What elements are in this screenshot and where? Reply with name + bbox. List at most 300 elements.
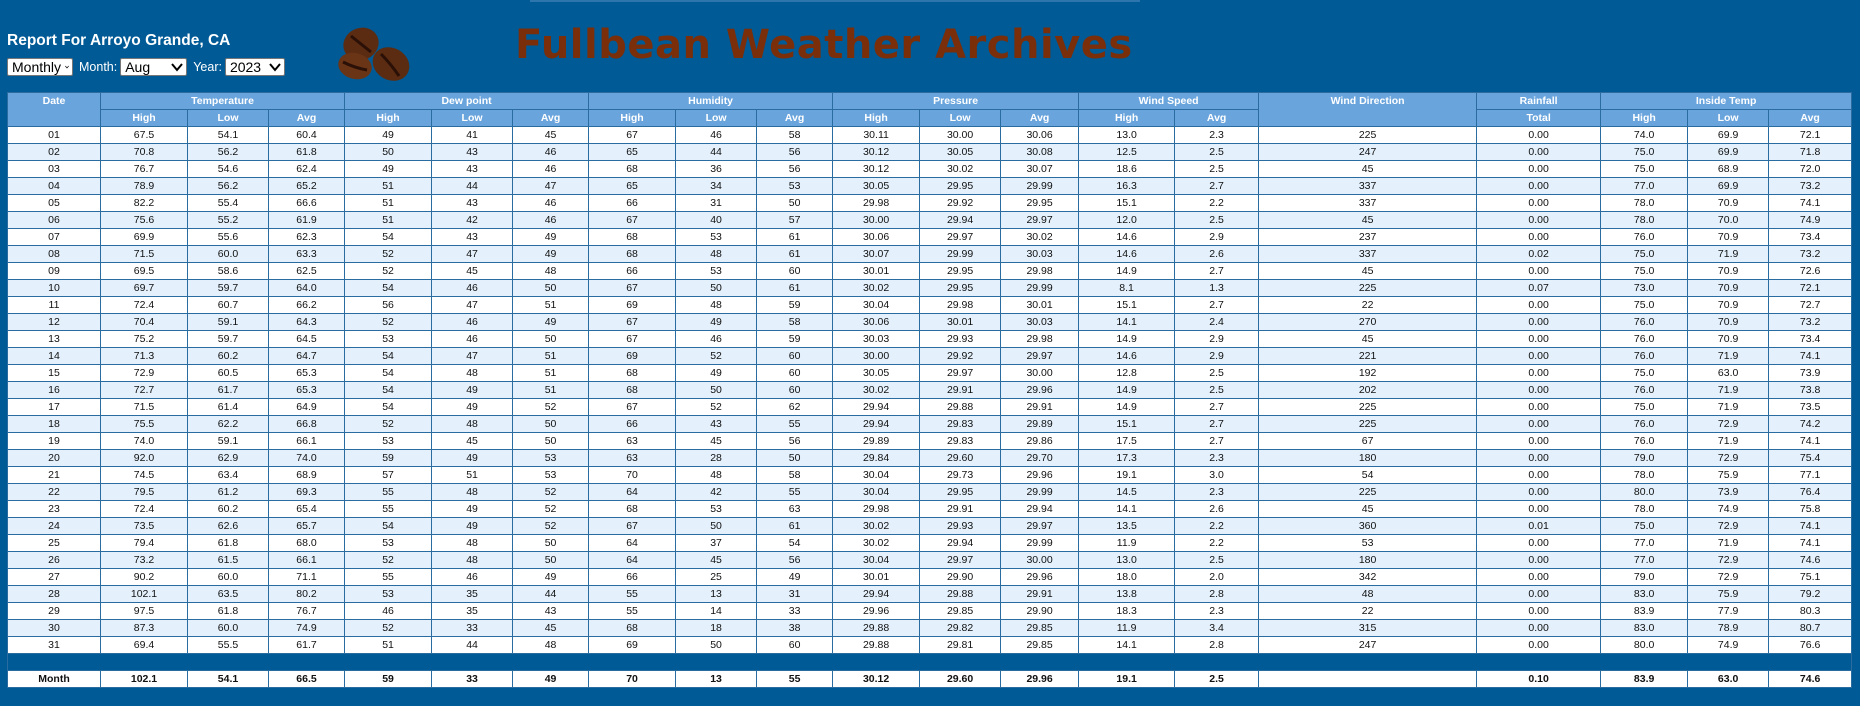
table-cell: 80.2: [269, 586, 345, 603]
table-cell: 49: [345, 127, 432, 144]
date-cell: 19: [8, 433, 101, 450]
table-cell: 0.00: [1477, 467, 1601, 484]
table-cell: 61.8: [269, 144, 345, 161]
table-cell: 64: [589, 484, 676, 501]
table-cell: 2.9: [1175, 229, 1259, 246]
table-cell: 22: [1259, 603, 1477, 620]
table-cell: 59.1: [188, 433, 269, 450]
table-cell: 29.99: [1001, 484, 1079, 501]
table-cell: 47: [432, 348, 513, 365]
table-cell: 70.9: [1688, 280, 1769, 297]
table-cell: 30.02: [833, 535, 920, 552]
table-cell: 2.2: [1175, 518, 1259, 535]
table-cell: 48: [432, 552, 513, 569]
table-cell: 29.98: [833, 195, 920, 212]
table-cell: 49: [513, 246, 589, 263]
table-cell: 69.4: [101, 637, 188, 654]
table-cell: 54.1: [188, 127, 269, 144]
table-cell: 92.0: [101, 450, 188, 467]
table-cell: 77.9: [1688, 603, 1769, 620]
table-cell: 29.95: [920, 280, 1001, 297]
table-cell: 30.03: [1001, 246, 1079, 263]
table-cell: 83.0: [1601, 620, 1688, 637]
table-cell: 56: [757, 552, 833, 569]
table-row: [8, 501, 1852, 518]
table-cell: 42: [676, 484, 757, 501]
table-cell: 19.1: [1079, 671, 1175, 688]
table-cell: 29.97: [920, 229, 1001, 246]
period-select[interactable]: [7, 58, 73, 76]
table-cell: 78.0: [1601, 467, 1688, 484]
table-cell: 75.0: [1601, 246, 1688, 263]
table-cell: 29.88: [833, 620, 920, 637]
table-row: [8, 569, 1852, 586]
table-row: [8, 416, 1852, 433]
table-cell: 30.05: [833, 365, 920, 382]
table-cell: 29.90: [920, 569, 1001, 586]
table-cell: 64.7: [269, 348, 345, 365]
table-cell: 74.1: [1769, 348, 1852, 365]
table-cell: 102.1: [101, 671, 188, 688]
table-cell: 50: [513, 552, 589, 569]
col-group-humidity: Humidity: [589, 93, 833, 110]
table-cell: 65.7: [269, 518, 345, 535]
table-cell: 50: [345, 144, 432, 161]
table-cell: 45: [1259, 161, 1477, 178]
table-cell: 14.6: [1079, 246, 1175, 263]
table-cell: 29.88: [833, 637, 920, 654]
table-cell: 66: [589, 416, 676, 433]
table-cell: 50: [513, 433, 589, 450]
table-cell: 74.6: [1769, 552, 1852, 569]
table-cell: 0.00: [1477, 484, 1601, 501]
table-cell: 315: [1259, 620, 1477, 637]
table-cell: 55: [757, 484, 833, 501]
table-cell: 53: [345, 535, 432, 552]
table-cell: 29.91: [920, 382, 1001, 399]
table-cell: 49: [432, 450, 513, 467]
table-cell: 29.94: [1001, 501, 1079, 518]
table-row: [8, 314, 1852, 331]
table-cell: 73.9: [1769, 365, 1852, 382]
table-cell: 225: [1259, 280, 1477, 297]
table-cell: 31: [676, 195, 757, 212]
table-cell: 56: [345, 297, 432, 314]
table-cell: 180: [1259, 552, 1477, 569]
table-cell: 60.0: [188, 569, 269, 586]
table-cell: 11.9: [1079, 535, 1175, 552]
table-cell: 71.3: [101, 348, 188, 365]
table-row: [8, 144, 1852, 161]
table-cell: 43: [432, 229, 513, 246]
table-cell: 44: [676, 144, 757, 161]
table-cell: 52: [345, 246, 432, 263]
table-cell: 56.2: [188, 144, 269, 161]
table-cell: 337: [1259, 195, 1477, 212]
table-cell: 3.4: [1175, 620, 1259, 637]
table-cell: 2.5: [1175, 671, 1259, 688]
table-cell: 54: [345, 365, 432, 382]
table-cell: 29.92: [920, 195, 1001, 212]
table-cell: 75.5: [101, 416, 188, 433]
table-cell: 65: [589, 178, 676, 195]
table-cell: 63: [757, 501, 833, 518]
table-cell: 30.00: [1001, 365, 1079, 382]
table-cell: 54: [757, 535, 833, 552]
table-cell: 46: [676, 331, 757, 348]
table-cell: 53: [513, 467, 589, 484]
table-row: [8, 263, 1852, 280]
table-cell: 30.00: [833, 212, 920, 229]
table-cell: 13.0: [1079, 127, 1175, 144]
col-inside-avg: Avg: [1769, 110, 1852, 127]
table-cell: 69.9: [1688, 144, 1769, 161]
col-group-rainfall: Rainfall: [1477, 93, 1601, 110]
table-cell: 61: [757, 246, 833, 263]
table-cell: 47: [513, 178, 589, 195]
table-cell: 18.6: [1079, 161, 1175, 178]
date-cell: 27: [8, 569, 101, 586]
col-press-low: Low: [920, 110, 1001, 127]
table-cell: 70.0: [1688, 212, 1769, 229]
table-cell: 56: [757, 161, 833, 178]
table-cell: 74.5: [101, 467, 188, 484]
table-cell: 70: [589, 467, 676, 484]
table-cell: 0.00: [1477, 382, 1601, 399]
table-cell: 67: [589, 280, 676, 297]
table-cell: 0.00: [1477, 195, 1601, 212]
table-cell: 0.02: [1477, 246, 1601, 263]
table-cell: 43: [432, 144, 513, 161]
table-cell: 74.0: [101, 433, 188, 450]
table-cell: 73.2: [1769, 314, 1852, 331]
table-cell: 73.2: [1769, 178, 1852, 195]
table-cell: 2.7: [1175, 399, 1259, 416]
date-cell: 10: [8, 280, 101, 297]
table-cell: 52: [345, 552, 432, 569]
table-cell: 72.9: [1688, 416, 1769, 433]
table-cell: 80.0: [1601, 484, 1688, 501]
table-cell: 69.9: [1688, 127, 1769, 144]
table-cell: 13: [676, 586, 757, 603]
table-cell: 75.0: [1601, 263, 1688, 280]
table-cell: 75.0: [1601, 161, 1688, 178]
table-cell: 29.99: [1001, 535, 1079, 552]
table-cell: 50: [513, 280, 589, 297]
table-cell: 65.3: [269, 365, 345, 382]
table-cell: 51: [513, 365, 589, 382]
table-cell: 70.9: [1688, 331, 1769, 348]
table-cell: 29.95: [920, 484, 1001, 501]
table-cell: 29.85: [920, 603, 1001, 620]
month-select[interactable]: [120, 58, 187, 76]
report-controls: [7, 58, 285, 76]
table-cell: 19.1: [1079, 467, 1175, 484]
table-cell: 52: [676, 399, 757, 416]
table-cell: 237: [1259, 229, 1477, 246]
table-row: [8, 365, 1852, 382]
table-cell: 12.8: [1079, 365, 1175, 382]
table-cell: 64.9: [269, 399, 345, 416]
table-cell: 69.9: [1688, 178, 1769, 195]
date-cell: 15: [8, 365, 101, 382]
table-cell: 60: [757, 365, 833, 382]
table-cell: 61.8: [188, 603, 269, 620]
table-cell: 61.7: [188, 382, 269, 399]
table-cell: 83.0: [1601, 586, 1688, 603]
table-cell: 2.7: [1175, 263, 1259, 280]
table-cell: 0.00: [1477, 212, 1601, 229]
table-cell: 225: [1259, 127, 1477, 144]
table-cell: 67: [589, 518, 676, 535]
table-cell: 30.00: [1001, 552, 1079, 569]
table-cell: 75.8: [1769, 501, 1852, 518]
table-cell: 29.85: [1001, 620, 1079, 637]
table-cell: 2.5: [1175, 552, 1259, 569]
table-cell: 49: [513, 671, 589, 688]
table-cell: 71.1: [269, 569, 345, 586]
table-cell: 60.5: [188, 365, 269, 382]
table-cell: 29.84: [833, 450, 920, 467]
table-cell: 30.01: [833, 263, 920, 280]
date-cell: 30: [8, 620, 101, 637]
table-cell: 29.70: [1001, 450, 1079, 467]
table-cell: 49: [432, 399, 513, 416]
table-cell: 30.12: [833, 671, 920, 688]
table-cell: 30.12: [833, 144, 920, 161]
table-cell: 56.2: [188, 178, 269, 195]
col-wind-high: High: [1079, 110, 1175, 127]
table-cell: 14.9: [1079, 399, 1175, 416]
table-cell: 52: [513, 484, 589, 501]
table-cell: 70: [589, 671, 676, 688]
table-cell: 61: [757, 280, 833, 297]
table-cell: 15.1: [1079, 297, 1175, 314]
table-cell: 13.0: [1079, 552, 1175, 569]
table-cell: 72.4: [101, 501, 188, 518]
table-cell: 80.0: [1601, 637, 1688, 654]
table-cell: 13.8: [1079, 586, 1175, 603]
table-cell: 71.5: [101, 399, 188, 416]
table-cell: 0.10: [1477, 671, 1601, 688]
table-cell: 73.5: [101, 518, 188, 535]
table-cell: 57: [345, 467, 432, 484]
table-cell: 29.88: [920, 586, 1001, 603]
table-cell: 60: [757, 637, 833, 654]
table-cell: 60: [757, 263, 833, 280]
table-row: [8, 467, 1852, 484]
table-cell: 0.00: [1477, 144, 1601, 161]
table-cell: 79.0: [1601, 569, 1688, 586]
table-cell: 29.94: [833, 399, 920, 416]
date-cell: 29: [8, 603, 101, 620]
table-cell: 0.00: [1477, 535, 1601, 552]
table-cell: 76.0: [1601, 229, 1688, 246]
table-cell: 0.00: [1477, 178, 1601, 195]
table-row: [8, 161, 1852, 178]
table-row: [8, 518, 1852, 535]
table-cell: 15.1: [1079, 416, 1175, 433]
table-cell: 66: [589, 569, 676, 586]
table-cell: 225: [1259, 416, 1477, 433]
date-cell: 06: [8, 212, 101, 229]
table-cell: 64: [589, 535, 676, 552]
table-cell: 2.3: [1175, 603, 1259, 620]
date-cell: 01: [8, 127, 101, 144]
table-cell: 47: [432, 297, 513, 314]
table-cell: 77.1: [1769, 467, 1852, 484]
table-cell: 29.98: [833, 501, 920, 518]
table-cell: 97.5: [101, 603, 188, 620]
table-cell: 2.3: [1175, 127, 1259, 144]
table-cell: 55.2: [188, 212, 269, 229]
chevron-down-icon: [65, 62, 69, 72]
table-cell: 61.2: [188, 484, 269, 501]
table-cell: 71.9: [1688, 399, 1769, 416]
table-cell: 62.9: [188, 450, 269, 467]
table-cell: 52: [513, 518, 589, 535]
table-cell: 13: [676, 671, 757, 688]
table-cell: 65.4: [269, 501, 345, 518]
table-cell: 30.04: [833, 484, 920, 501]
table-cell: 46: [676, 127, 757, 144]
table-cell: 77.0: [1601, 552, 1688, 569]
date-cell: 05: [8, 195, 101, 212]
table-cell: 11.9: [1079, 620, 1175, 637]
table-cell: 61: [757, 229, 833, 246]
table-cell: 30.04: [833, 297, 920, 314]
table-cell: 53: [513, 450, 589, 467]
table-cell: 29.96: [1001, 382, 1079, 399]
table-cell: 63: [589, 433, 676, 450]
table-cell: 14.1: [1079, 314, 1175, 331]
date-cell: 20: [8, 450, 101, 467]
table-cell: 67.5: [101, 127, 188, 144]
table-cell: 202: [1259, 382, 1477, 399]
table-cell: 225: [1259, 399, 1477, 416]
table-cell: 68.9: [1688, 161, 1769, 178]
table-cell: 73.2: [101, 552, 188, 569]
date-cell: 09: [8, 263, 101, 280]
table-row: [8, 484, 1852, 501]
table-cell: 53: [345, 433, 432, 450]
table-cell: 46: [432, 331, 513, 348]
table-cell: 45: [432, 263, 513, 280]
table-cell: 90.2: [101, 569, 188, 586]
table-cell: 58: [757, 314, 833, 331]
table-cell: 0.00: [1477, 569, 1601, 586]
table-cell: 29.96: [833, 603, 920, 620]
table-cell: 17.5: [1079, 433, 1175, 450]
table-cell: 74.1: [1769, 433, 1852, 450]
col-group-dew-point: Dew point: [345, 93, 589, 110]
col-group-inside-temp: Inside Temp: [1601, 93, 1852, 110]
table-cell: 22: [1259, 297, 1477, 314]
table-cell: 68: [589, 365, 676, 382]
table-row: [8, 212, 1852, 229]
table-cell: 54: [345, 399, 432, 416]
table-cell: 50: [676, 280, 757, 297]
col-rain-total: Total: [1477, 110, 1601, 127]
table-cell: 14: [676, 603, 757, 620]
table-cell: 18: [676, 620, 757, 637]
table-cell: 51: [345, 195, 432, 212]
table-cell: 63.0: [1688, 671, 1769, 688]
table-cell: 29.96: [1001, 671, 1079, 688]
table-cell: 69.7: [101, 280, 188, 297]
table-cell: 72.7: [101, 382, 188, 399]
table-cell: 54: [345, 229, 432, 246]
table-cell: 74.1: [1769, 195, 1852, 212]
table-cell: 74.0: [1601, 127, 1688, 144]
table-cell: 49: [432, 518, 513, 535]
table-cell: 48: [432, 416, 513, 433]
year-select[interactable]: [225, 58, 285, 76]
table-cell: 73.4: [1769, 229, 1852, 246]
table-cell: 63.0: [1688, 365, 1769, 382]
table-cell: 55: [589, 586, 676, 603]
table-cell: 30.00: [833, 348, 920, 365]
table-cell: 29.83: [920, 433, 1001, 450]
table-cell: 75.4: [1769, 450, 1852, 467]
table-cell: 3.0: [1175, 467, 1259, 484]
table-cell: 2.8: [1175, 586, 1259, 603]
table-cell: 51: [513, 382, 589, 399]
table-cell: 33: [432, 620, 513, 637]
table-cell: 79.2: [1769, 586, 1852, 603]
table-cell: 71.8: [1769, 144, 1852, 161]
table-cell: 76.0: [1601, 416, 1688, 433]
table-cell: 80.7: [1769, 620, 1852, 637]
table-cell: 63.3: [269, 246, 345, 263]
table-cell: 38: [757, 620, 833, 637]
chevron-down-icon: [269, 62, 281, 72]
table-cell: 76.4: [1769, 484, 1852, 501]
table-cell: 45: [676, 552, 757, 569]
table-cell: 29.98: [1001, 263, 1079, 280]
table-cell: 29.97: [1001, 348, 1079, 365]
table-cell: 70.9: [1688, 297, 1769, 314]
table-cell: 70.9: [1688, 195, 1769, 212]
table-cell: 74.1: [1769, 535, 1852, 552]
table-cell: 337: [1259, 178, 1477, 195]
table-cell: 49: [757, 569, 833, 586]
table-cell: 14.1: [1079, 501, 1175, 518]
table-cell: 30.06: [833, 229, 920, 246]
table-cell: 40: [676, 212, 757, 229]
table-cell: 30.02: [833, 280, 920, 297]
table-cell: 2.3: [1175, 484, 1259, 501]
table-cell: 0.00: [1477, 586, 1601, 603]
coffee-beans-logo-icon: [333, 22, 423, 86]
table-cell: 72.4: [101, 297, 188, 314]
table-cell: 14.9: [1079, 263, 1175, 280]
table-cell: 64.0: [269, 280, 345, 297]
table-cell: 29.99: [1001, 178, 1079, 195]
col-date: Date: [8, 93, 101, 127]
table-cell: 29.99: [1001, 280, 1079, 297]
table-cell: 51: [432, 467, 513, 484]
table-cell: 30.05: [920, 144, 1001, 161]
table-cell: 69: [589, 348, 676, 365]
table-row: [8, 178, 1852, 195]
table-cell: 30.03: [1001, 314, 1079, 331]
table-cell: 2.7: [1175, 416, 1259, 433]
table-cell: [1259, 671, 1477, 688]
table-cell: 70.8: [101, 144, 188, 161]
table-cell: 46: [432, 280, 513, 297]
table-cell: 45: [513, 620, 589, 637]
